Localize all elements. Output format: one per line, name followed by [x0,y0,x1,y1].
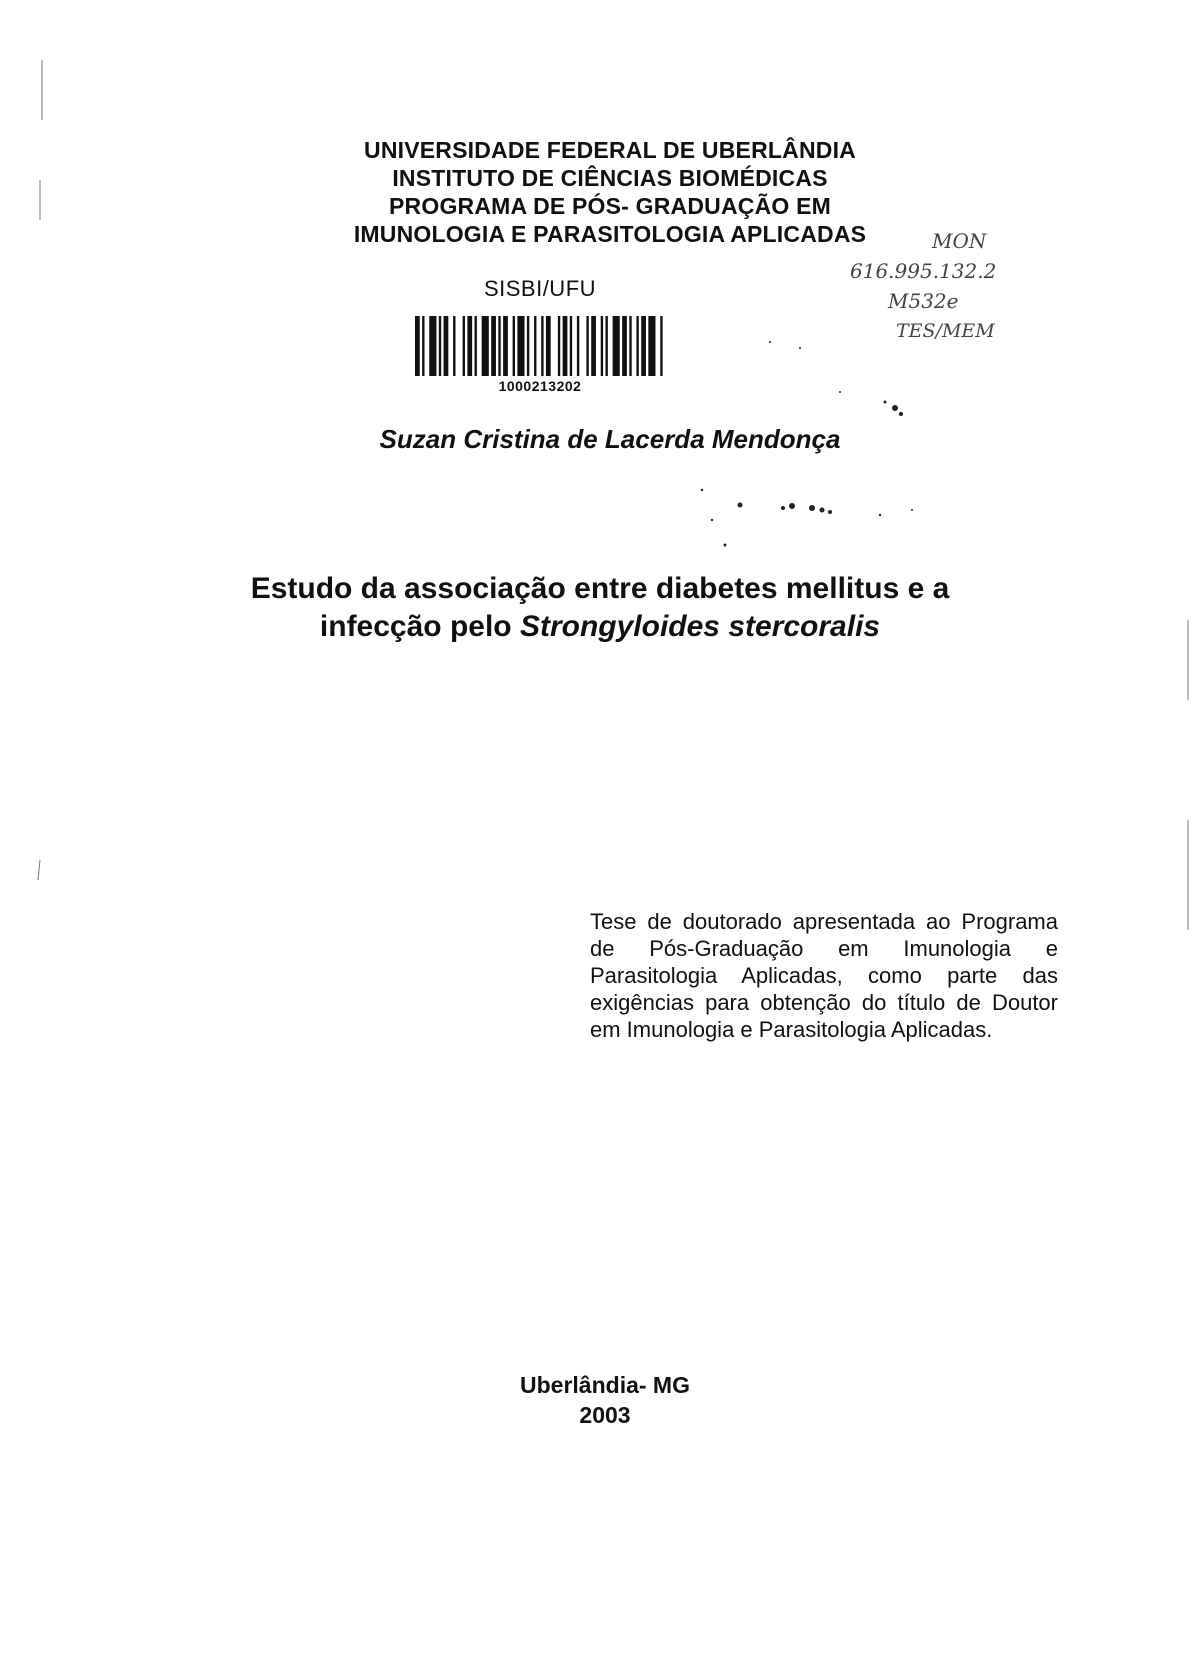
header-line-university: UNIVERSIDADE FEDERAL DE UBERLÂNDIA [364,137,856,163]
library-label: SISBI/UFU [483,276,597,301]
handwritten-note: MON [932,229,987,253]
handwritten-note: 616.995.132.2 [850,259,997,283]
header-line-institute: INSTITUTO DE CIÊNCIAS BIOMÉDICAS [392,165,828,191]
handwritten-note: TES/MEM [896,320,995,342]
institution-header [300,136,920,248]
header-line-program: PROGRAMA DE PÓS- GRADUAÇÃO EM [389,193,831,219]
footer-city: Uberlândia- MG [520,1372,690,1398]
handwritten-note: M532e [888,289,959,313]
barcode-number: 1000213202 [498,378,582,394]
footer-year: 2003 [579,1402,631,1428]
title-line-1: Estudo da associação entre diabetes mellitus e a [250,572,950,605]
thesis-description: Tese de doutorado apresentada ao Programa de Pós-Graduação em Imunologia e Parasitologia Aplicadas, como parte das exigências para obtenção do título de Doutor em Imunologia e Parasitologia Aplicadas. [590,909,1058,1042]
thesis-title [150,570,1050,646]
title-line-2 [150,608,1050,646]
title-species-name: Strongyloides stercoralis [519,610,881,643]
title-line-2-text: infecção pelo [319,610,520,643]
handwritten-call-number [840,226,1040,346]
barcode-image [415,316,665,376]
header-line-field: IMUNOLOGIA E PARASITOLOGIA APLICADAS [353,221,867,247]
author-name: Suzan Cristina de Lacerda Mendonça [379,424,841,454]
place-and-date [400,1370,810,1430]
library-stamp [410,276,670,394]
